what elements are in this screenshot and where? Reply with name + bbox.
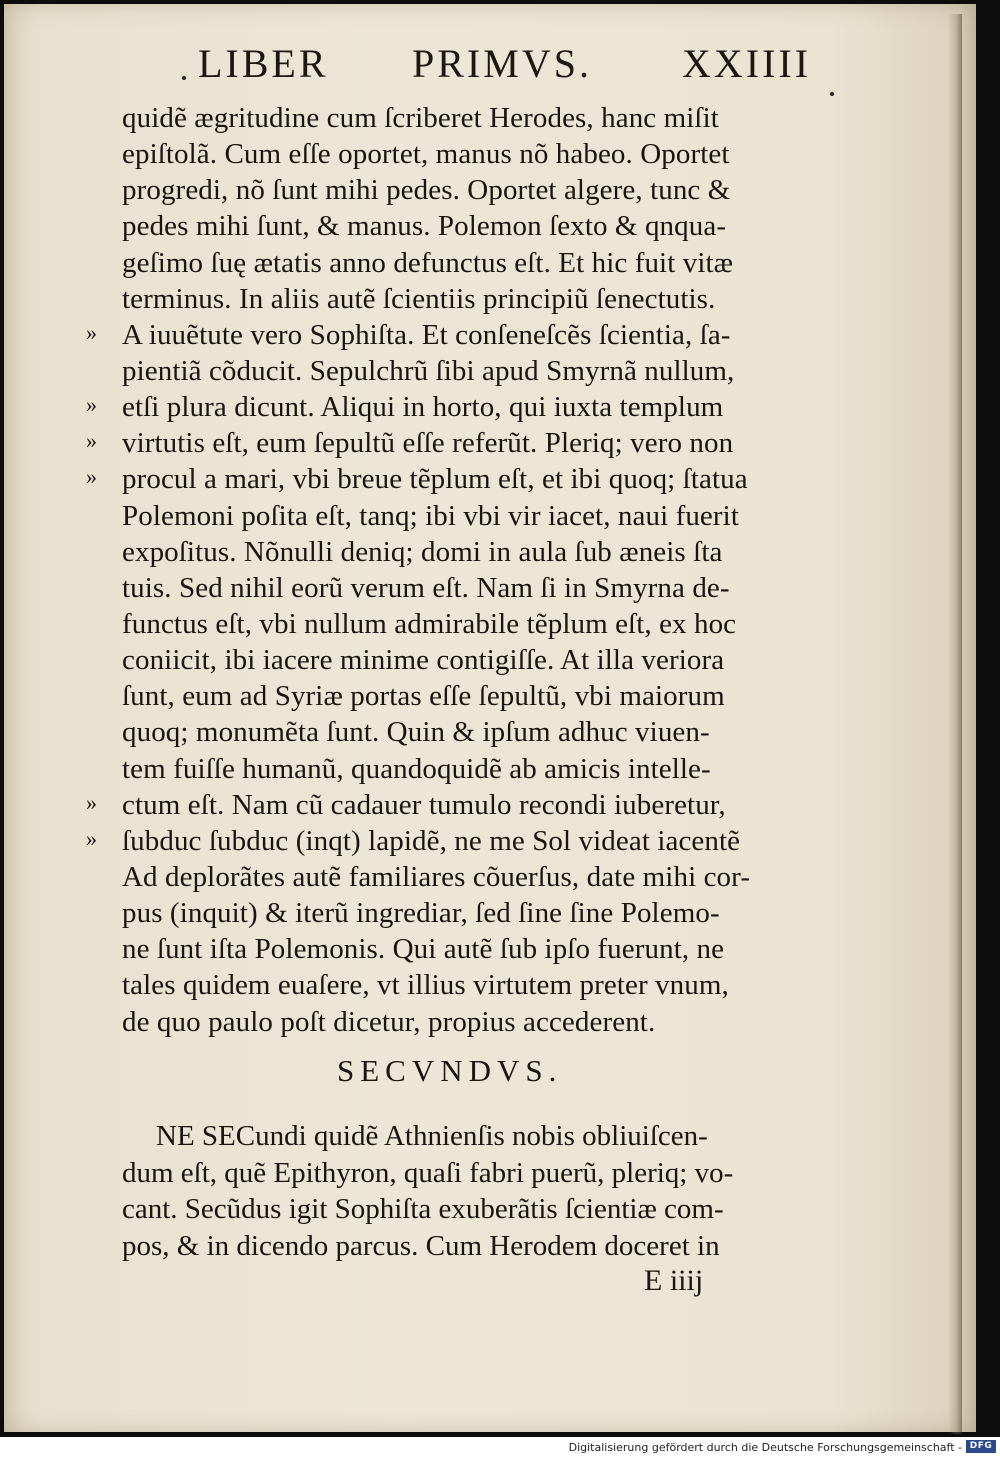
dfg-credit-text: Digitalisierung gefördert durch die Deutsche Forschungsgemeinschaft -	[568, 1441, 962, 1454]
page-edge-shadow	[948, 14, 962, 1434]
text-line: pos, & in dicendo parcus. Cum Herodem doceret in	[122, 1229, 720, 1262]
text-line: functus eſt, vbi nullum admirabile tẽplum eſt, ex hoc	[122, 607, 737, 640]
signature-mark: E iiij	[644, 1264, 704, 1297]
text-line: Polemoni poſita eſt, tanq; ibi vbi vir iacet, naui fuerit	[122, 499, 739, 532]
text-line: coniicit, ibi iacere minime contigiſſe. At illa veriora	[122, 644, 725, 677]
text-line: pedes mihi ſunt, & manus. Polemon ſexto & qnqua-	[122, 210, 727, 243]
text-line: virtutis eſt, eum ſepultũ eſſe referũt. Pleriq; vero non	[122, 427, 734, 460]
folio-number: XXIIII	[682, 41, 812, 86]
dfg-logo-icon: DFG	[966, 1440, 996, 1453]
margin-mark: »	[86, 320, 97, 345]
section-heading: SECVNDVS.	[337, 1053, 563, 1088]
text-line: geſimo ſuę ætatis anno defunctus eſt. Et hic fuit vitæ	[122, 246, 734, 279]
running-head-center: PRIMVS.	[412, 41, 592, 86]
text-line: Ad deplorãtes autẽ familiares cõuerſus, date mihi cor-	[122, 860, 751, 893]
text-line: quidẽ ægritudine cum ſcriberet Herodes, hanc miſit	[122, 102, 719, 134]
ink-speck	[830, 92, 834, 96]
margin-mark: »	[86, 428, 97, 453]
text-line: epiſtolã. Cum eſſe oportet, manus nõ habeo. Oportet	[122, 138, 730, 171]
text-line: cant. Secũdus igit Sophiſta exuberãtis ſcientiæ com-	[122, 1193, 724, 1225]
book-page	[4, 4, 976, 1432]
running-head-left: LIBER	[198, 41, 329, 86]
section-text	[122, 1118, 828, 1264]
ink-speck	[182, 76, 186, 80]
text-line: progredi, nõ ſunt mihi pedes. Oportet algere, tunc &	[122, 174, 731, 207]
text-line: etſi plura dicunt. Aliqui in horto, qui iuxta templum	[122, 391, 724, 424]
text-line: NE SECundi quidẽ Athnienſis nobis obliuiſcen-	[156, 1120, 708, 1152]
margin-quotation-marks	[86, 4, 120, 1432]
text-line: de quo paulo poſt dicetur, propius accederent.	[122, 1005, 656, 1038]
text-line: terminus. In aliis autẽ ſcientiis principiũ ſenectutis.	[122, 282, 716, 315]
text-line: expoſitus. Nõnulli deniq; domi in aula ſub æneis ſta	[122, 535, 723, 568]
text-line: ctum eſt. Nam cũ cadauer tumulo recondi iuberetur,	[122, 788, 726, 821]
text-line: procul a mari, vbi breue tẽplum eſt, et ibi quoq; ſtatua	[122, 463, 748, 496]
text-line: ne ſunt iſta Polemonis. Qui autẽ ſub ipſo fuerunt, ne	[122, 933, 725, 966]
margin-mark: »	[86, 392, 97, 417]
text-line: dum eſt, quẽ Epithyron, quaſi fabri puerũ, pleriq; vo-	[122, 1156, 734, 1189]
margin-mark: »	[86, 464, 97, 489]
text-line: tem fuiſſe humanũ, quandoquidẽ ab amicis intelle-	[122, 752, 711, 785]
margin-mark: »	[86, 790, 97, 815]
text-line: pus (inquit) & iterũ ingrediar, ſed ſine ſine Polemo-	[122, 897, 720, 930]
running-head	[198, 40, 812, 90]
text-line: ſunt, eum ad Syriæ portas eſſe ſepultũ, vbi maiorum	[122, 680, 725, 713]
text-line: pientiã cõducit. Sepulchrũ ſibi apud Smyrnã nullum,	[122, 354, 735, 387]
body-text	[122, 100, 828, 1040]
text-line: A iuuẽtute vero Sophiſta. Et conſeneſcẽs ſcientia, ſa-	[122, 318, 731, 351]
text-line: tales quidem euaſere, vt illius virtutem preter vnum,	[122, 969, 729, 1002]
text-line: ſubduc ſubduc (inqt) lapidẽ, ne me Sol videat iacentẽ	[122, 824, 741, 857]
text-line: quoq; monumẽta ſunt. Quin & ipſum adhuc viuen-	[122, 716, 710, 749]
margin-mark: »	[86, 826, 97, 851]
text-line: tuis. Sed nihil eorũ verum eſt. Nam ſi in Smyrna de-	[122, 571, 730, 604]
